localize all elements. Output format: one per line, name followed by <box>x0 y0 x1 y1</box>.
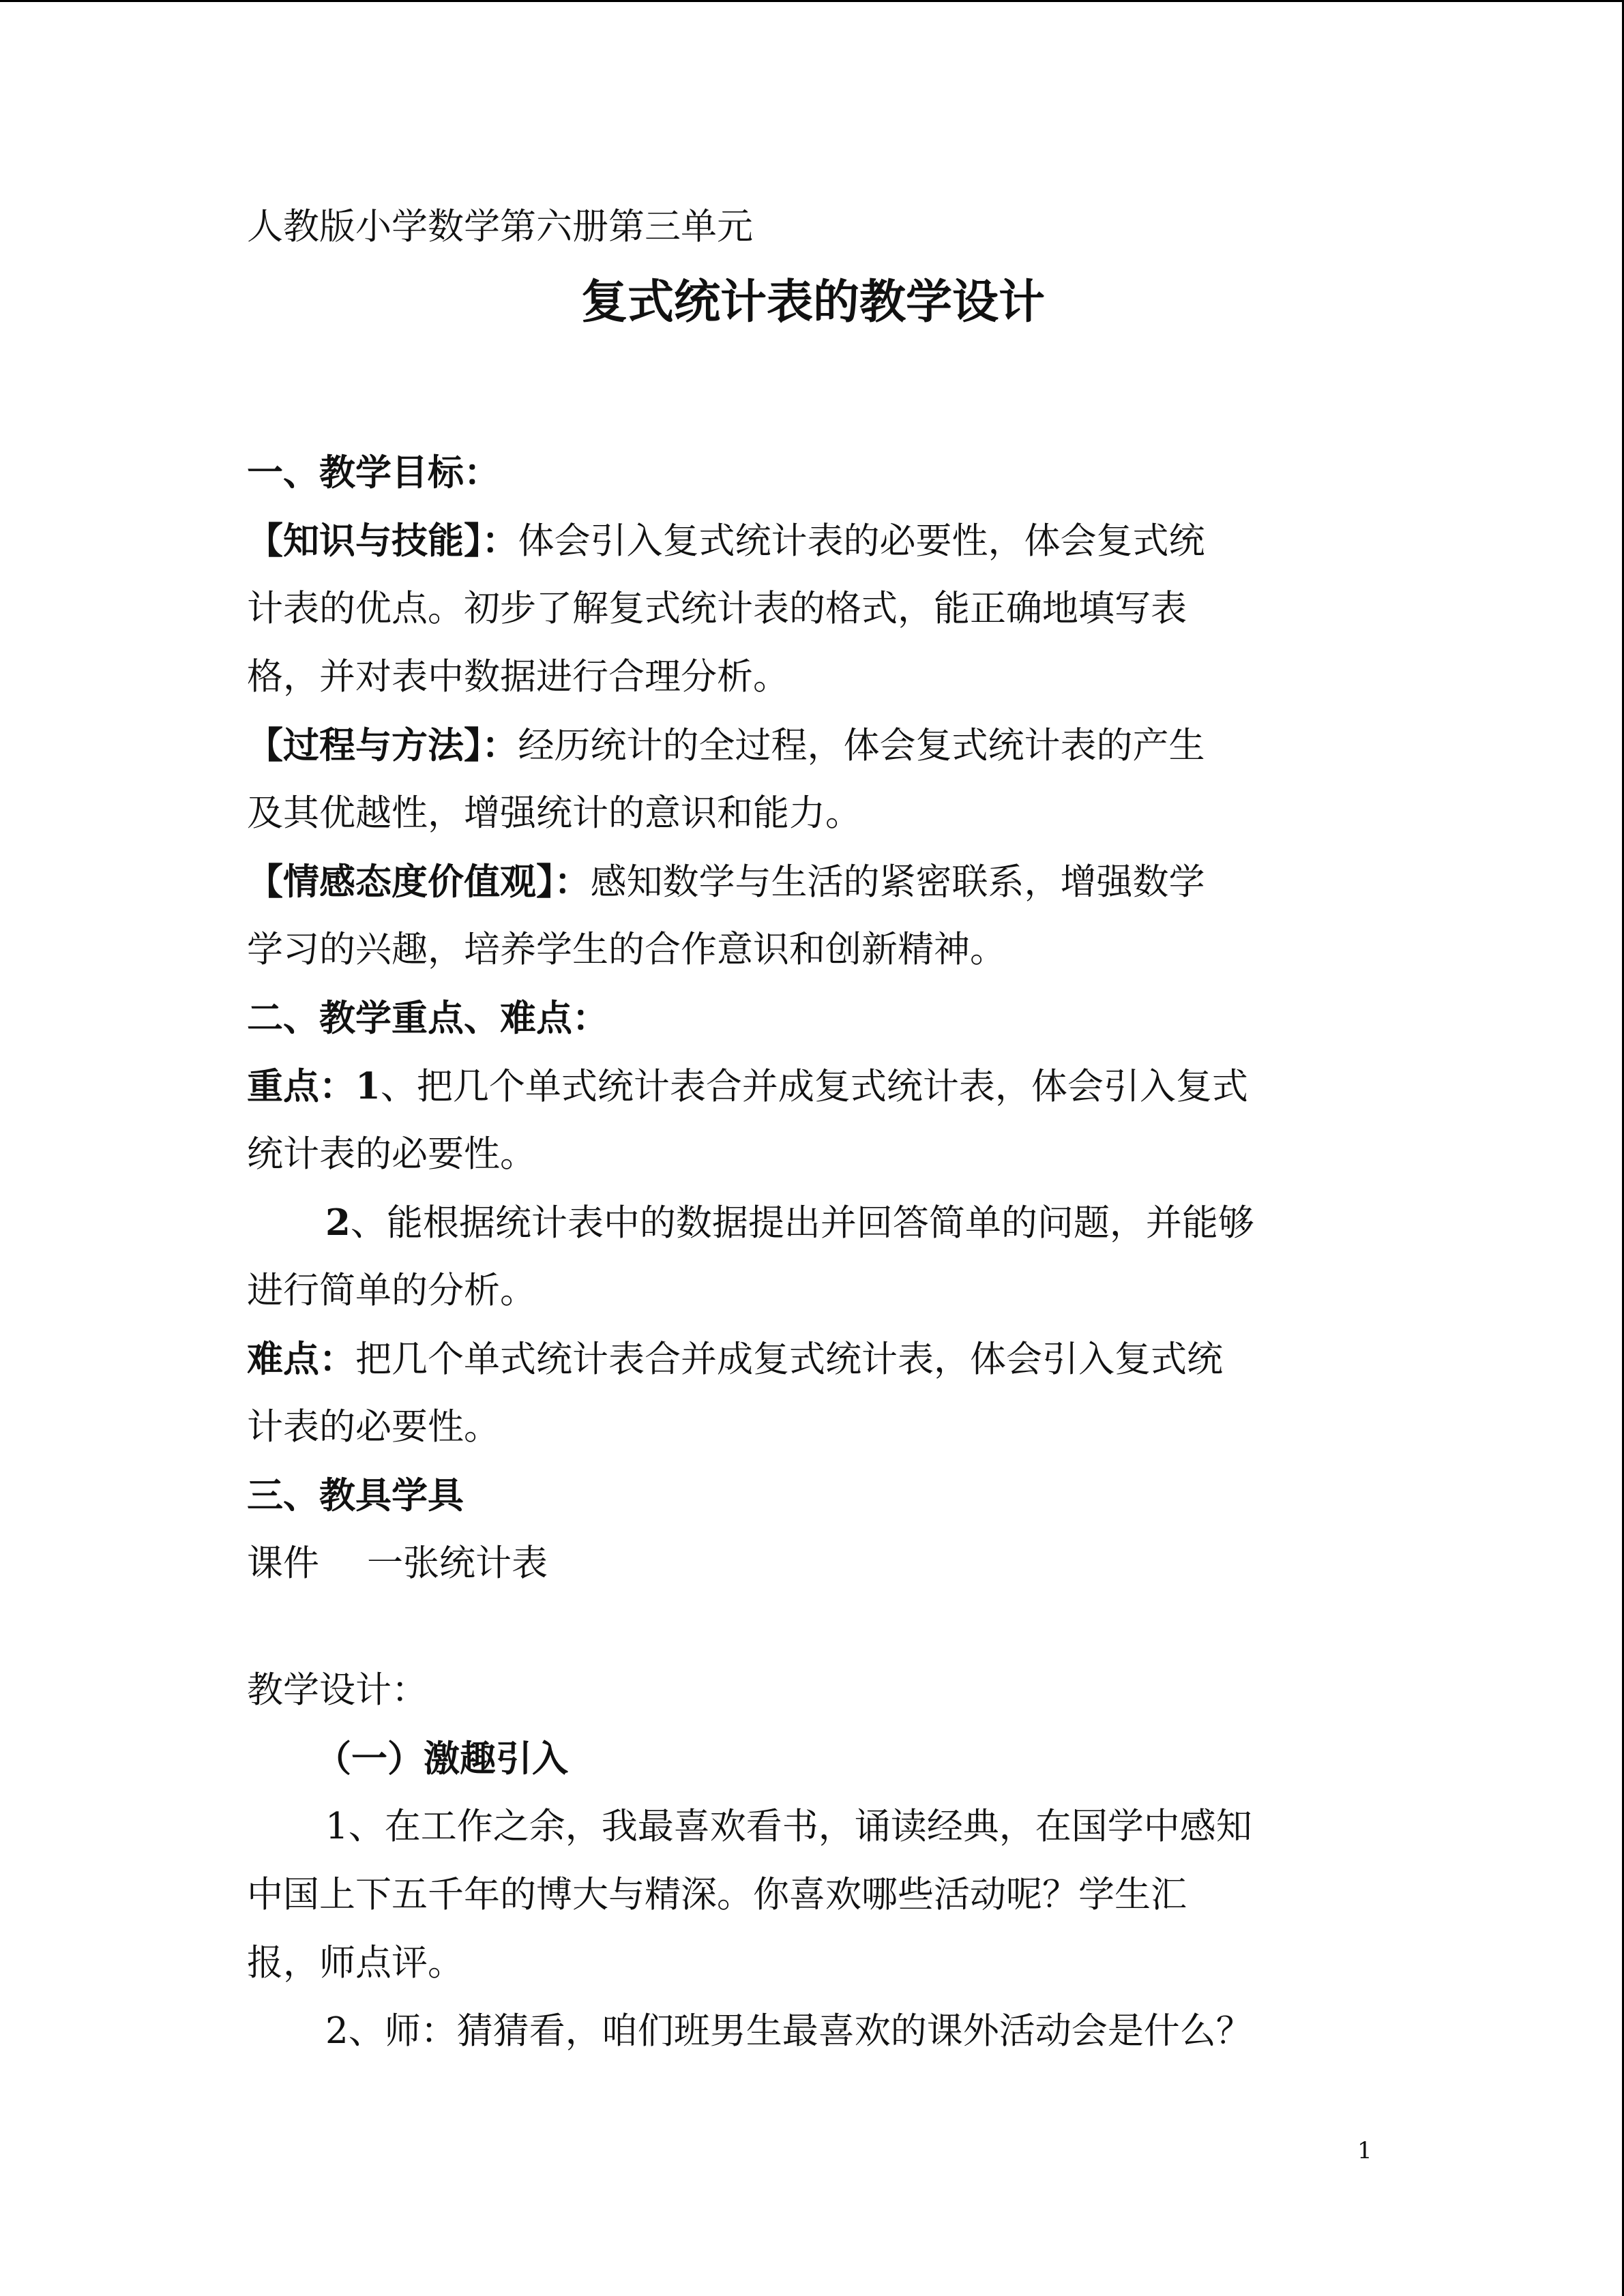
process-text: 经历统计的全过程，体会复式统计表的产生 <box>518 725 1205 766</box>
difficulty-label: 难点： <box>247 1338 355 1380</box>
keypoints-heading: 二、教学重点、难点： <box>247 997 608 1039</box>
key2-line-1 <box>247 1189 1379 1257</box>
attitude-text: 感知数学与生活的紧密联系，增强数学 <box>590 861 1205 903</box>
knowledge-label: 【知识与技能】： <box>247 520 518 562</box>
process-line-2: 及其优越性，增强统计的意识和能力。 <box>247 792 861 834</box>
document-subtitle: 人教版小学数学第六册第三单元 <box>247 206 753 248</box>
attitude-line-2: 学习的兴趣，培养学生的合作意识和创新精神。 <box>247 929 1006 970</box>
process-label: 【过程与方法】： <box>247 724 518 766</box>
intro-line-4: 2、师：猜猜看，咱们班男生最喜欢的课外活动会是什么？ <box>325 2010 1252 2052</box>
intro-line-3: 报，师点评。 <box>247 1942 464 1984</box>
spacer <box>247 343 1379 438</box>
difficulty-text: 把几个单式统计表合并成复式统计表，体会引入复式统 <box>355 1339 1223 1380</box>
intro-line-2: 中国上下五千年的博大与精深。你喜欢哪些活动呢？学生汇 <box>247 1874 1187 1915</box>
objectives-heading: 一、教学目标： <box>247 451 500 494</box>
key-line-1 <box>247 1052 1379 1120</box>
key2-text: 、能根据统计表中的数据提出并回答简单的问题，并能够 <box>350 1202 1254 1244</box>
key2-number: 2 <box>325 1202 351 1244</box>
difficulty-line-1 <box>247 1325 1379 1393</box>
spacer <box>247 1598 1379 1656</box>
knowledge-line-1 <box>247 507 1379 575</box>
page-number: 1 <box>1357 2137 1372 2164</box>
tools-heading: 三、教具学具 <box>247 1474 464 1517</box>
tools-item-courseware: 课件 <box>247 1542 319 1584</box>
knowledge-text: 体会引入复式统计表的必要性，体会复式统 <box>518 520 1205 562</box>
key-line-2: 统计表的必要性。 <box>247 1133 536 1175</box>
knowledge-line-2: 计表的优点。初步了解复式统计表的格式，能正确地填写表 <box>247 588 1187 629</box>
document-title: 复式统计表的教学设计 <box>580 275 1045 329</box>
attitude-label: 【情感态度价值观】： <box>247 861 591 903</box>
knowledge-line-3: 格，并对表中数据进行合理分析。 <box>247 656 789 698</box>
tools-line <box>247 1530 1379 1598</box>
difficulty-line-2: 计表的必要性。 <box>247 1406 500 1448</box>
tools-item-table: 一张统计表 <box>367 1542 548 1584</box>
intro-line-1: 1、在工作之余，我最喜欢看书，诵读经典，在国学中感知 <box>325 1806 1252 1847</box>
key-text: 、把几个单式统计表合并成复式统计表，体会引入复式 <box>380 1066 1248 1107</box>
key-label: 重点：1 <box>247 1065 381 1107</box>
intro-heading: （一）激趣引入 <box>315 1738 568 1780</box>
attitude-line-1 <box>247 848 1379 916</box>
process-line-1 <box>247 711 1379 779</box>
key2-line-2: 进行简单的分析。 <box>247 1270 536 1311</box>
document-body <box>247 193 1379 2066</box>
design-heading: 教学设计： <box>247 1669 428 1711</box>
